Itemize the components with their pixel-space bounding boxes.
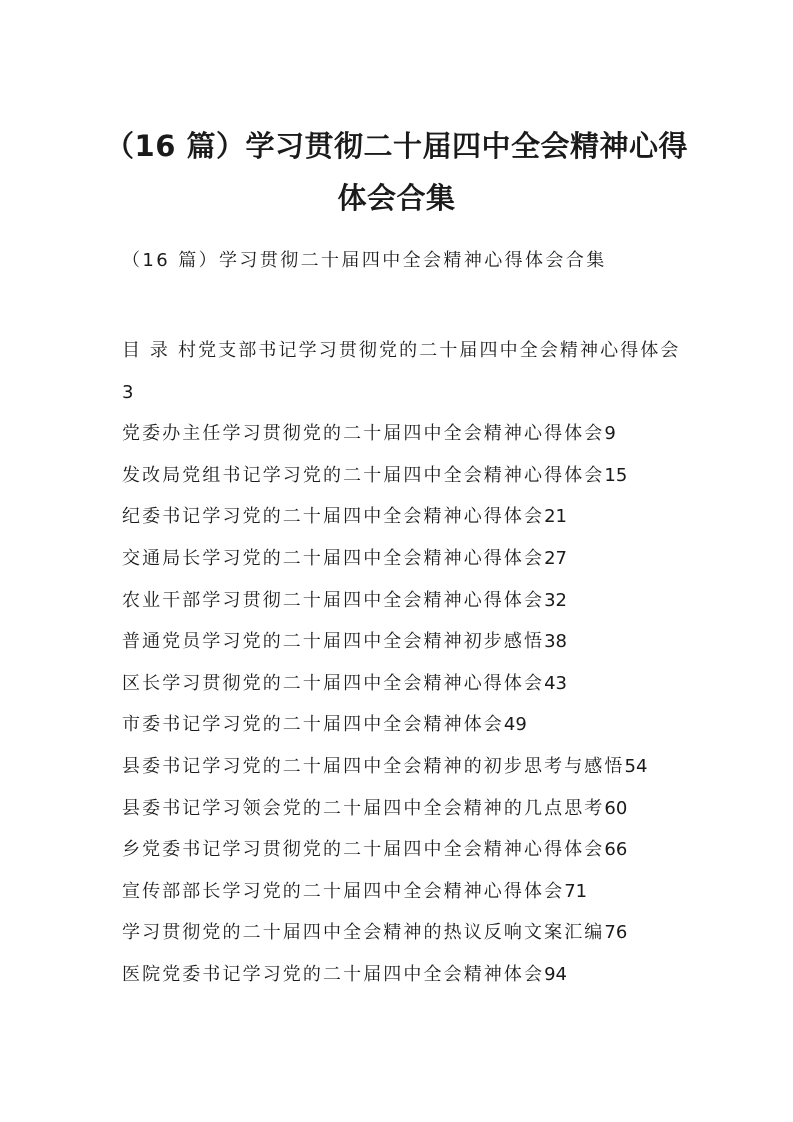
toc-entry (122, 621, 682, 663)
toc-entry-page: 94 (544, 963, 568, 985)
toc-entry-page: 76 (604, 922, 628, 944)
toc-entry-title: 区长学习贯彻党的二十届四中全会精神心得体会 (122, 672, 545, 694)
toc-entry-page: 71 (564, 880, 588, 902)
toc-entry-page: 60 (604, 797, 628, 819)
toc-entry-title: 县委书记学习领会党的二十届四中全会精神的几点思考 (122, 797, 605, 819)
toc-entry-page: 66 (604, 839, 628, 861)
toc-entry-title: 宣传部部长学习党的二十届四中全会精神心得体会 (122, 880, 565, 902)
toc-entry-title: 交通局长学习党的二十届四中全会精神心得体会 (122, 547, 545, 569)
toc-entry (122, 704, 682, 746)
document-subtitle: （16 篇）学习贯彻二十届四中全会精神心得体会合集 (122, 250, 607, 271)
toc-entry-page: 43 (544, 672, 568, 694)
toc-entry (122, 413, 682, 455)
toc-entry (122, 496, 682, 538)
toc-entry-page: 49 (503, 714, 527, 736)
toc-entry-title: 乡党委书记学习贯彻党的二十届四中全会精神心得体会 (122, 839, 605, 861)
toc-entry (122, 746, 682, 788)
toc-entry-page: 38 (544, 631, 568, 653)
toc-entry-page: 54 (624, 755, 648, 777)
toc-entry-title: 村党支部书记学习贯彻党的二十届四中全会精神心得体会 (178, 340, 681, 361)
toc-entry-title: 市委书记学习党的二十届四中全会精神体会 (122, 714, 504, 736)
toc-entry (122, 538, 682, 580)
toc-entry-page: 27 (544, 547, 568, 569)
toc-entry-title: 普通党员学习党的二十届四中全会精神初步感悟 (122, 631, 545, 653)
toc-entry-page: 21 (544, 506, 568, 528)
toc-entry-title: 县委书记学习党的二十届四中全会精神的初步思考与感悟 (122, 755, 625, 777)
toc-entry-page: 15 (604, 464, 628, 486)
toc-entry (122, 912, 682, 954)
toc-entry-title: 农业干部学习贯彻二十届四中全会精神心得体会 (122, 589, 545, 611)
toc-entry-page: 32 (544, 589, 568, 611)
document-title: （16 篇）学习贯彻二十届四中全会精神心得体会合集 (105, 129, 688, 215)
toc-entry (122, 330, 682, 413)
toc-entry (122, 954, 682, 996)
toc-entry-page: 9 (604, 423, 616, 445)
toc-label: 目 录 (122, 340, 171, 361)
toc-entry-page: 3 (122, 381, 134, 403)
toc-entry-title: 发改局党组书记学习党的二十届四中全会精神心得体会 (122, 464, 605, 486)
toc-entry (122, 580, 682, 622)
toc-entry (122, 829, 682, 871)
toc-entry-title: 学习贯彻党的二十届四中全会精神的热议反响文案汇编 (122, 922, 605, 944)
toc-entry-title: 医院党委书记学习党的二十届四中全会精神体会 (122, 963, 545, 985)
toc-entry (122, 788, 682, 830)
table-of-contents (122, 330, 682, 996)
toc-entry (122, 871, 682, 913)
toc-entry (122, 455, 682, 497)
toc-entry (122, 663, 682, 705)
toc-entry-title: 纪委书记学习党的二十届四中全会精神心得体会 (122, 506, 545, 528)
toc-entry-title: 党委办主任学习贯彻党的二十届四中全会精神心得体会 (122, 423, 605, 445)
